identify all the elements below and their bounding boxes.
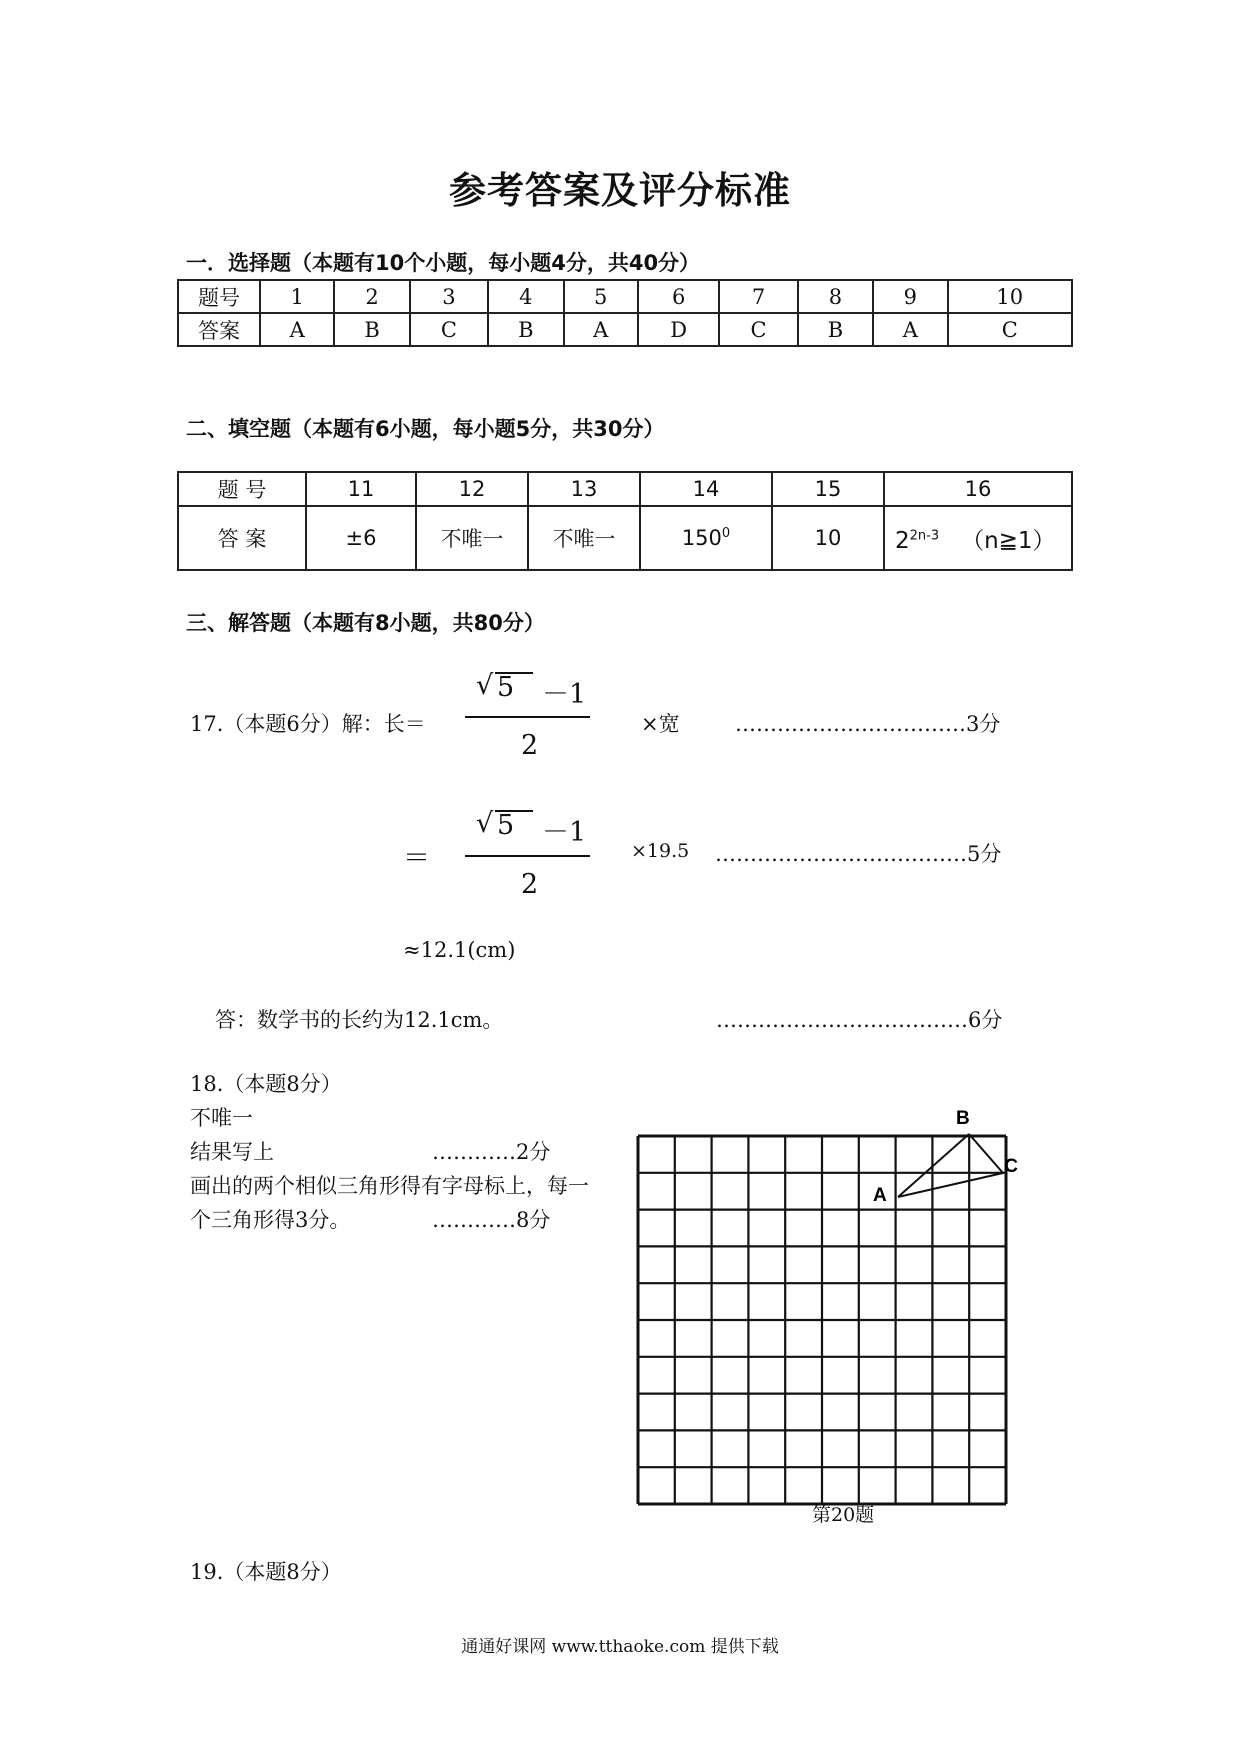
table-cell: B	[798, 313, 873, 346]
table-cell: 4	[488, 280, 563, 313]
table-cell: C	[719, 313, 797, 346]
table-cell: D	[638, 313, 720, 346]
row-label: 答案	[178, 313, 260, 346]
point-c-label: C	[1004, 1156, 1018, 1177]
table-cell: B	[488, 313, 563, 346]
answer-16-exponent: 2n-3	[909, 527, 940, 543]
choice-answer-table	[177, 279, 1073, 347]
table-cell	[640, 506, 772, 570]
grid-figure	[630, 1100, 1020, 1520]
table-cell: 9	[873, 280, 947, 313]
table-row	[178, 506, 1072, 570]
table-cell: A	[873, 313, 947, 346]
q17-minus-one-2: －1	[542, 817, 587, 848]
answer-14-base: 150	[681, 526, 722, 550]
table-cell: ±6	[306, 506, 416, 570]
answer-14-degree: 0	[721, 526, 731, 541]
table-row	[178, 313, 1072, 346]
table-cell: 3	[410, 280, 488, 313]
table-cell: 7	[719, 280, 797, 313]
table-cell: 8	[798, 280, 873, 313]
q17-equals: ＝	[403, 843, 430, 874]
table-cell: A	[260, 313, 334, 346]
table-cell: 16	[884, 472, 1072, 506]
table-cell: 不唯一	[416, 506, 528, 570]
q18-line-3: 画出的两个相似三角形得有字母标上，每一	[190, 1174, 589, 1198]
q17-label: 17.（本题6分）解：长＝	[190, 712, 426, 736]
segment-bc	[969, 1134, 1003, 1173]
q17-sqrt-sign: √	[476, 670, 494, 701]
q17-denominator: 2	[521, 730, 539, 761]
q17-score-3: ……………………………3分	[735, 712, 1001, 736]
q17-answer: 答：数学书的长约为12.1cm。	[215, 1008, 504, 1032]
q18-score-8: …………8分	[432, 1208, 551, 1232]
table-cell: 1	[260, 280, 334, 313]
table-cell: 不唯一	[528, 506, 640, 570]
q17-fraction-line	[465, 716, 590, 718]
q18-line-4: 个三角形得3分。	[190, 1208, 351, 1232]
section3-heading: 三、解答题（本题有8小题，共80分）	[186, 611, 545, 635]
triangle	[898, 1134, 1003, 1197]
q17-times-width: ×宽	[641, 712, 680, 736]
q19-label: 19.（本题8分）	[190, 1560, 342, 1584]
answer-16-condition: （n≧1）	[961, 527, 1056, 554]
row-label: 题号	[178, 280, 260, 313]
figure-caption: 第20题	[812, 1504, 875, 1526]
q17-score-6: ………………………………6分	[716, 1008, 1003, 1032]
row-label: 题 号	[178, 472, 306, 506]
point-b-label: B	[956, 1108, 970, 1129]
table-cell: 13	[528, 472, 640, 506]
point-a-label: A	[873, 1185, 887, 1206]
q17-radicand-2: 5	[497, 810, 515, 841]
table-cell: C	[410, 313, 488, 346]
answer-16-base: 2	[895, 527, 910, 554]
table-cell: 14	[640, 472, 772, 506]
table-cell: A	[564, 313, 638, 346]
q17-fraction-line-2	[465, 855, 590, 857]
q18-label: 18.（本题8分）	[190, 1072, 342, 1096]
table-cell: 15	[772, 472, 884, 506]
q17-times-value: ×19.5	[631, 840, 690, 862]
table-cell: 2	[334, 280, 409, 313]
table-cell: 10	[948, 280, 1072, 313]
grid-lines	[638, 1136, 1006, 1504]
table-cell: 6	[638, 280, 720, 313]
section2-heading: 二、填空题（本题有6小题，每小题5分，共30分）	[186, 417, 665, 441]
row-label: 答 案	[178, 506, 306, 570]
table-row	[178, 472, 1072, 506]
q17-minus-one: －1	[542, 679, 587, 710]
table-row	[178, 280, 1072, 313]
q17-approx-result: ≈12.1(cm)	[403, 938, 516, 962]
table-cell: 12	[416, 472, 528, 506]
segment-ac	[898, 1173, 1003, 1197]
footer: 通通好课网 www.tthaoke.com 提供下载	[461, 1637, 779, 1657]
table-cell: B	[334, 313, 409, 346]
table-cell: C	[948, 313, 1072, 346]
table-cell: 11	[306, 472, 416, 506]
page-title: 参考答案及评分标准	[449, 169, 791, 212]
section1-heading: 一．选择题（本题有10个小题，每小题4分，共40分）	[186, 251, 701, 275]
q18-score-2: …………2分	[432, 1140, 551, 1164]
table-cell	[884, 506, 1072, 570]
table-cell: 5	[564, 280, 638, 313]
q18-line-2: 结果写上	[190, 1140, 274, 1164]
q17-radicand: 5	[497, 672, 515, 703]
q18-line-1: 不唯一	[190, 1106, 253, 1130]
q17-sqrt-sign-2: √	[476, 808, 494, 839]
table-cell: 10	[772, 506, 884, 570]
q17-denominator-2: 2	[521, 869, 539, 900]
q17-score-5: ………………………………5分	[715, 842, 1002, 866]
fill-answer-table	[177, 471, 1073, 571]
